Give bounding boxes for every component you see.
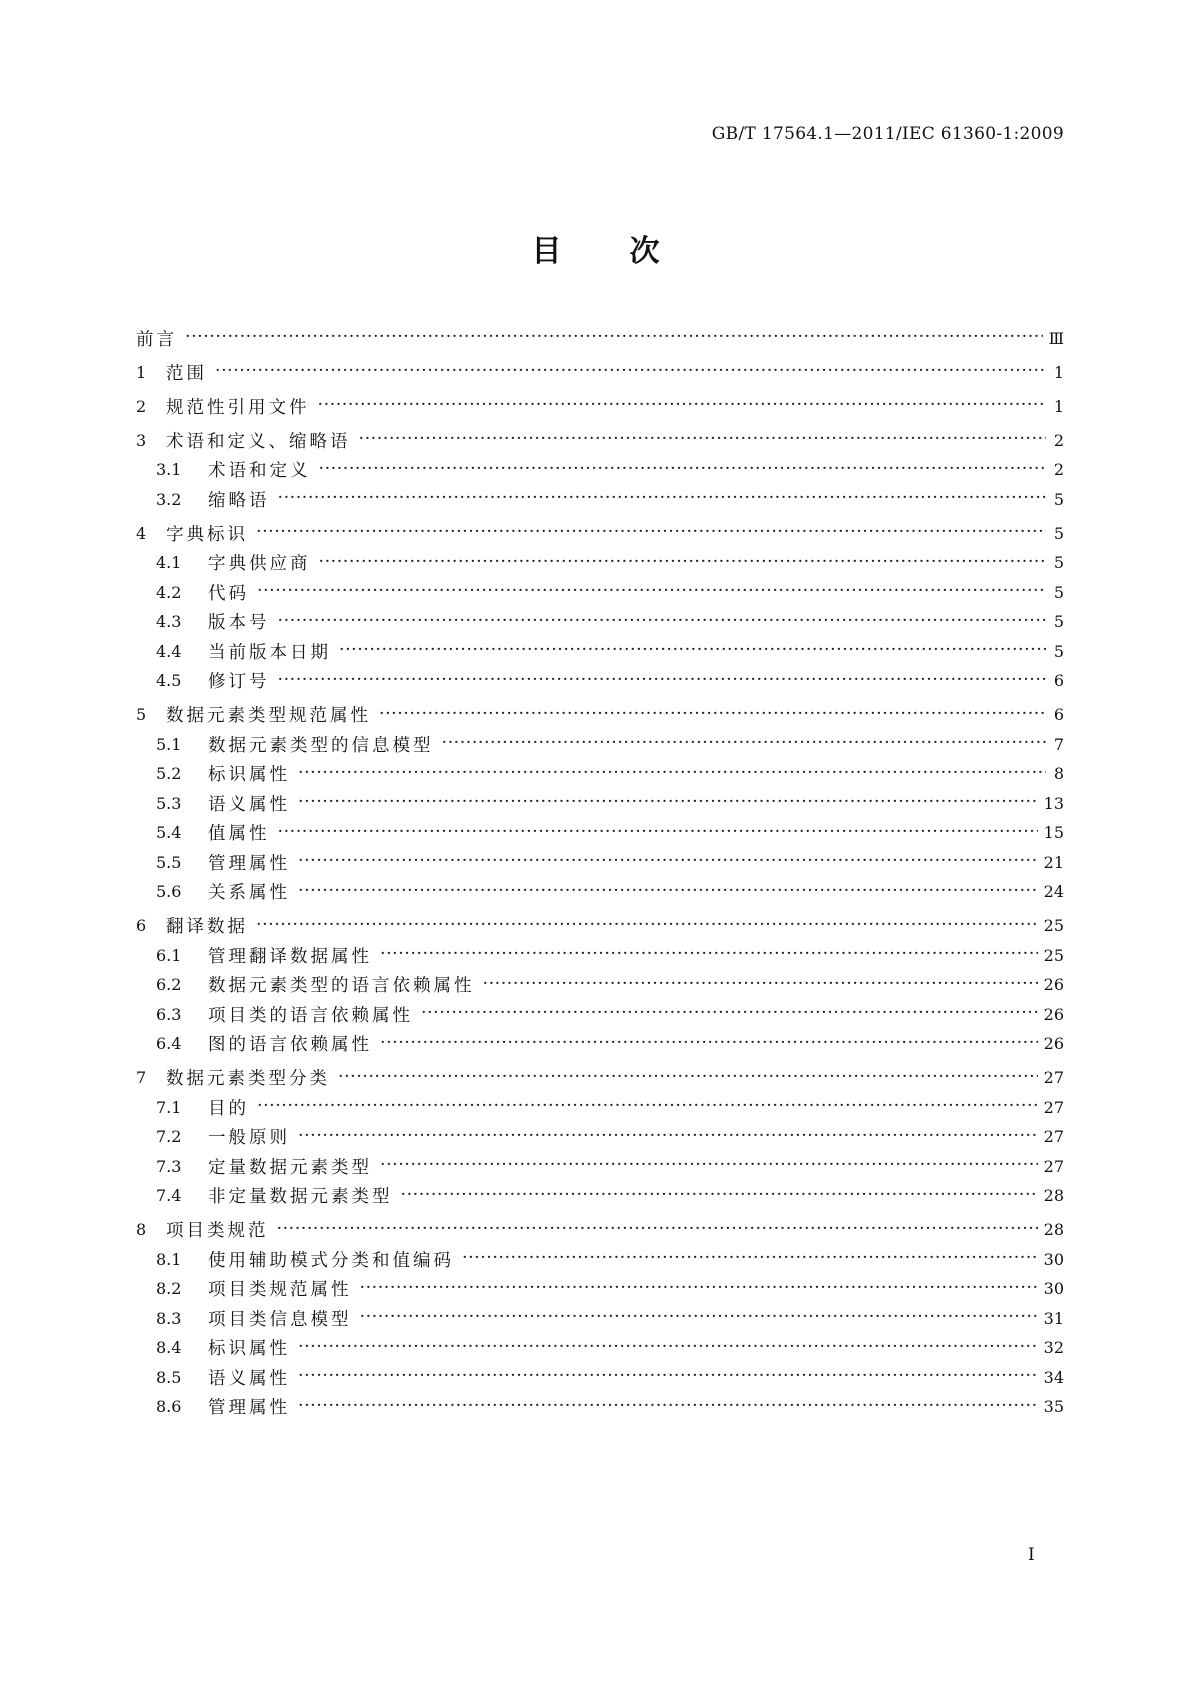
toc-entry[interactable]: [156, 731, 1064, 757]
toc-entry-page: 25: [1043, 916, 1064, 935]
toc-entry[interactable]: [156, 879, 1064, 905]
toc-entry[interactable]: [156, 761, 1064, 787]
toc-title-char-2: 次: [629, 234, 660, 269]
toc-title-char-1: 目: [531, 234, 562, 269]
toc-entry-number: 5.2: [156, 764, 182, 783]
toc-entry[interactable]: [136, 702, 1064, 728]
toc-entry-label: 使用辅助模式分类和值编码: [208, 1250, 454, 1271]
toc-dot-leader: [278, 486, 1047, 512]
toc-entry-label: 项目类规范属性: [208, 1280, 352, 1300]
toc-entry-label: 数据元素类型的信息模型: [208, 735, 434, 756]
toc-entry-page: Ⅲ: [1048, 328, 1064, 348]
page-number: I: [1028, 1545, 1035, 1565]
toc-entry-label: 语义属性: [208, 1368, 290, 1389]
toc-entry-label: 一般原则: [208, 1128, 290, 1148]
toc-entry-number: 2: [136, 396, 147, 416]
toc-entry-label: 项目类的语言依赖属性: [208, 1005, 413, 1026]
toc-entry[interactable]: [156, 820, 1064, 846]
toc-dot-leader: [298, 1394, 1038, 1420]
toc-dot-leader: [278, 820, 1038, 846]
toc-entry-page: 27: [1043, 1127, 1064, 1146]
toc-entry-page: 32: [1043, 1338, 1064, 1357]
toc-dot-leader: [298, 879, 1038, 905]
toc-dot-leader: [339, 638, 1046, 664]
toc-entry[interactable]: [136, 1065, 1064, 1091]
toc-entry-label: 术语和定义: [208, 461, 311, 481]
toc-dot-leader: [380, 1153, 1038, 1179]
toc-title: [0, 226, 1191, 270]
toc-entry[interactable]: [156, 579, 1064, 605]
toc-entry-page: 5: [1053, 612, 1064, 631]
toc-entry-number: 3: [136, 430, 147, 450]
toc-entry[interactable]: [136, 359, 1064, 385]
toc-entry[interactable]: [156, 942, 1064, 968]
toc-entry-number: 8.6: [156, 1397, 182, 1416]
toc-entry-number: 6.4: [156, 1034, 182, 1053]
toc-entry-number: 4.4: [156, 641, 182, 661]
toc-entry-number: 1: [136, 362, 147, 382]
toc-entry-label: 缩略语: [208, 490, 270, 511]
toc-entry-number: 8.4: [156, 1338, 182, 1357]
toc-entry-label: 范围: [166, 363, 207, 384]
toc-entry[interactable]: [136, 913, 1064, 939]
toc-entry-number: 8.2: [156, 1279, 182, 1298]
toc-entry-page: 27: [1043, 1068, 1064, 1087]
toc-entry-label: 规范性引用文件: [166, 397, 310, 418]
toc-entry[interactable]: [156, 1031, 1064, 1057]
toc-entry-label: 字典标识: [166, 524, 248, 545]
toc-entry-number: 5.4: [156, 823, 182, 842]
toc-entry[interactable]: [156, 790, 1064, 816]
toc-entry[interactable]: [156, 1183, 1064, 1209]
toc-entry-label: 语义属性: [208, 794, 290, 815]
toc-entry[interactable]: [136, 1217, 1064, 1243]
toc-dot-leader: [257, 1094, 1038, 1120]
toc-entry-label: 数据元素类型分类: [166, 1069, 330, 1089]
toc-entry-label: 当前版本日期: [208, 642, 331, 663]
toc-entry-number: 4.3: [156, 612, 182, 631]
toc-entry-label: 项目类规范: [166, 1221, 269, 1241]
toc-entry-label: 翻译数据: [166, 917, 248, 937]
toc-entry[interactable]: [156, 550, 1064, 576]
toc-entry[interactable]: [156, 1001, 1064, 1027]
toc-entry-label: 术语和定义、缩略语: [166, 431, 351, 452]
toc-entry[interactable]: [136, 520, 1064, 546]
toc-entry-number: 3.2: [156, 489, 182, 509]
toc-entry-page: 13: [1043, 793, 1064, 813]
toc-entry-page: 26: [1043, 1004, 1064, 1024]
toc-entry-page: 5: [1053, 582, 1064, 602]
toc-entry-number: 7.1: [156, 1097, 182, 1117]
toc-entry-page: 27: [1043, 1156, 1064, 1176]
toc-entry-number: 6.1: [156, 945, 182, 965]
toc-entry[interactable]: [156, 1246, 1064, 1272]
toc-dot-leader: [462, 1246, 1038, 1272]
toc-entry-page: 6: [1053, 705, 1064, 724]
toc-entry-page: 1: [1053, 362, 1064, 382]
toc-entry[interactable]: [156, 1335, 1064, 1361]
toc-entry-page: 7: [1053, 734, 1064, 754]
toc-entry-label: 修订号: [208, 672, 270, 692]
toc-entry-page: 8: [1053, 764, 1064, 783]
toc-entry-page: 6: [1053, 671, 1064, 690]
toc-entry-label: 标识属性: [208, 1339, 290, 1359]
toc-entry-page: 5: [1053, 553, 1064, 572]
toc-entry[interactable]: [156, 1094, 1064, 1120]
toc-dot-leader: [298, 1364, 1038, 1390]
toc-dot-leader: [278, 668, 1047, 694]
toc-entry-number: 8.5: [156, 1367, 182, 1387]
toc-dot-leader: [319, 550, 1047, 576]
toc-entry[interactable]: [156, 972, 1064, 998]
toc-entry[interactable]: [156, 849, 1064, 875]
toc-entry-number: 7.4: [156, 1186, 182, 1205]
toc-entry-label: 前言: [136, 329, 177, 350]
toc-entry-number: 4.2: [156, 582, 182, 602]
toc-entry-number: 5.6: [156, 882, 182, 901]
toc-dot-leader: [483, 972, 1038, 998]
toc-entry-page: 25: [1043, 945, 1064, 965]
toc-dot-leader: [256, 520, 1046, 546]
toc-entry-label: 标识属性: [208, 765, 290, 785]
toc-entry[interactable]: [156, 457, 1064, 483]
toc-entry[interactable]: [156, 609, 1064, 635]
toc-entry[interactable]: [136, 393, 1064, 419]
toc-dot-leader: [298, 1124, 1038, 1150]
toc-entry-number: 7.2: [156, 1127, 182, 1146]
toc-entry-number: 6.3: [156, 1004, 182, 1024]
toc-entry[interactable]: [156, 1305, 1064, 1331]
toc-entry-number: 4: [136, 523, 147, 543]
toc-entry-number: 5: [136, 705, 147, 724]
toc-entry-label: 定量数据元素类型: [208, 1157, 372, 1178]
toc-entry-label: 管理翻译数据属性: [208, 946, 372, 967]
toc-entry-page: 15: [1043, 823, 1064, 842]
toc-entry-number: 5.5: [156, 852, 182, 872]
toc-entry-page: 24: [1043, 882, 1064, 901]
toc-dot-leader: [379, 702, 1046, 728]
toc-entry-number: 6: [136, 916, 147, 935]
toc-entry-number: 8: [136, 1220, 147, 1239]
toc-entry-label: 项目类信息模型: [208, 1309, 352, 1330]
toc-entry-page: 30: [1043, 1249, 1064, 1269]
document-standard-id: GB/T 17564.1—2011/IEC 61360-1:2009: [711, 124, 1064, 144]
toc-dot-leader: [298, 849, 1038, 875]
toc-entry-number: 4.5: [156, 671, 182, 690]
toc-entry-number: 4.1: [156, 553, 182, 572]
toc-dot-leader: [421, 1001, 1038, 1027]
toc-entry-page: 5: [1053, 489, 1064, 509]
toc-entry[interactable]: [156, 1276, 1064, 1302]
toc-entry-page: 1: [1053, 396, 1064, 416]
toc-entry-label: 管理属性: [208, 1398, 290, 1418]
toc-entry-label: 目的: [208, 1098, 249, 1119]
toc-entry-page: 21: [1043, 852, 1064, 872]
toc-dot-leader: [401, 1183, 1038, 1209]
toc-entry[interactable]: [136, 325, 1064, 351]
toc-entry-label: 管理属性: [208, 853, 290, 874]
toc-entry[interactable]: [156, 668, 1064, 694]
toc-entry-page: 35: [1043, 1397, 1064, 1416]
toc-dot-leader: [380, 942, 1038, 968]
toc-dot-leader: [215, 359, 1046, 385]
toc-dot-leader: [277, 1217, 1038, 1243]
toc-entry-label: 版本号: [208, 613, 270, 633]
toc-dot-leader: [298, 1335, 1038, 1361]
toc-entry-label: 字典供应商: [208, 554, 311, 574]
toc-dot-leader: [257, 579, 1046, 605]
toc-entry-label: 代码: [208, 583, 249, 604]
toc-entry[interactable]: [156, 1153, 1064, 1179]
toc-entry-page: 5: [1053, 641, 1064, 661]
toc-entry-page: 26: [1043, 975, 1064, 994]
toc-entry-label: 关系属性: [208, 883, 290, 903]
toc-dot-leader: [360, 1305, 1038, 1331]
toc-entry-label: 数据元素类型的语言依赖属性: [208, 976, 475, 996]
toc-dot-leader: [442, 731, 1047, 757]
toc-entry-number: 7.3: [156, 1156, 182, 1176]
toc-entry-label: 值属性: [208, 824, 270, 844]
toc-dot-leader: [319, 457, 1047, 483]
toc-entry[interactable]: [156, 1394, 1064, 1420]
toc-dot-leader: [338, 1065, 1038, 1091]
toc-dot-leader: [298, 790, 1038, 816]
toc-entry[interactable]: [156, 638, 1064, 664]
toc-entry[interactable]: [156, 1124, 1064, 1150]
toc-entry-page: 34: [1043, 1367, 1064, 1387]
toc-dot-leader: [185, 325, 1043, 351]
toc-entry-page: 28: [1043, 1186, 1064, 1205]
toc-entry-page: 27: [1043, 1097, 1064, 1117]
toc-entry-label: 非定量数据元素类型: [208, 1187, 393, 1207]
toc-dot-leader: [256, 913, 1038, 939]
toc-entry-page: 5: [1053, 523, 1064, 543]
toc-entry-number: 7: [136, 1068, 147, 1087]
toc-entry[interactable]: [136, 427, 1064, 453]
toc-entry-number: 5.1: [156, 734, 182, 754]
toc-entry-number: 3.1: [156, 460, 182, 479]
toc-entry-label: 图的语言依赖属性: [208, 1035, 372, 1055]
toc-entry-number: 6.2: [156, 975, 182, 994]
toc-dot-leader: [360, 1276, 1038, 1302]
toc-entry[interactable]: [156, 486, 1064, 512]
toc-entry-label: 数据元素类型规范属性: [166, 706, 371, 726]
toc-dot-leader: [318, 393, 1047, 419]
toc-dot-leader: [359, 427, 1047, 453]
toc-entry-page: 2: [1053, 430, 1064, 450]
toc-entry-number: 5.3: [156, 793, 182, 813]
toc-entry-page: 31: [1043, 1308, 1064, 1328]
toc-entry-number: 8.3: [156, 1308, 182, 1328]
toc-entry[interactable]: [156, 1364, 1064, 1390]
toc-entry-page: 26: [1043, 1034, 1064, 1053]
toc-dot-leader: [380, 1031, 1038, 1057]
toc-entry-page: 2: [1053, 460, 1064, 479]
toc-dot-leader: [278, 609, 1047, 635]
toc-entry-number: 8.1: [156, 1249, 182, 1269]
toc-entry-page: 28: [1043, 1220, 1064, 1239]
toc-dot-leader: [298, 761, 1046, 787]
toc-entry-page: 30: [1043, 1279, 1064, 1298]
